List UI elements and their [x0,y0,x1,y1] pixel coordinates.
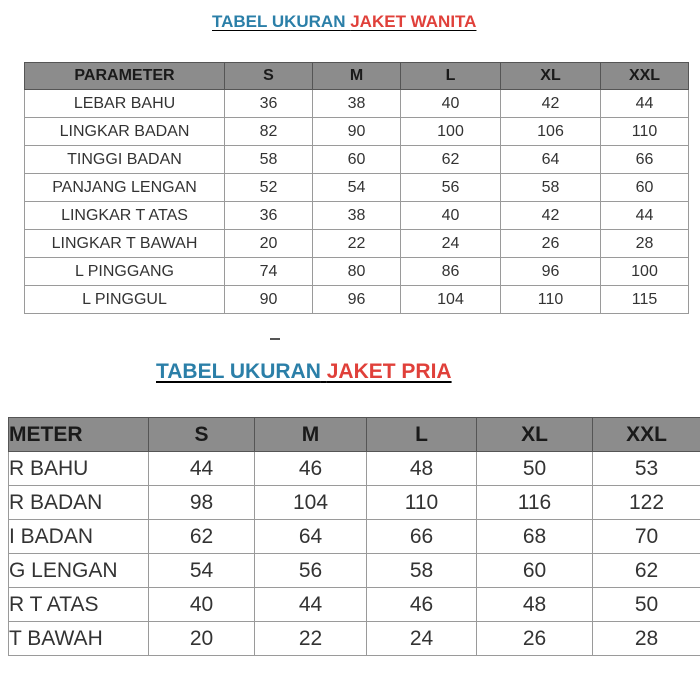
value-cell: 68 [477,520,593,554]
value-cell: 54 [313,174,401,202]
table-row [25,146,689,174]
table-row [9,588,700,622]
value-cell: 58 [367,554,477,588]
value-cell: 56 [401,174,501,202]
value-cell: 48 [477,588,593,622]
param-cell: G LENGAN [9,554,149,588]
param-cell: LEBAR BAHU [25,90,225,118]
param-cell: T BAWAH [9,622,149,656]
header-size-xxl: XXL [593,418,700,452]
value-cell: 22 [255,622,367,656]
header-size-xxl: XXL [601,63,689,90]
value-cell: 24 [367,622,477,656]
value-cell: 62 [593,554,700,588]
value-cell: 100 [401,118,501,146]
value-cell: 90 [225,286,313,314]
table-row [9,452,700,486]
value-cell: 66 [601,146,689,174]
value-cell: 115 [601,286,689,314]
value-cell: 46 [255,452,367,486]
header-size-m: M [313,63,401,90]
value-cell: 20 [149,622,255,656]
value-cell: 26 [477,622,593,656]
value-cell: 104 [255,486,367,520]
table-row [9,486,700,520]
value-cell: 36 [225,90,313,118]
table-row [25,118,689,146]
table-row [25,90,689,118]
param-cell: R T ATAS [9,588,149,622]
value-cell: 70 [593,520,700,554]
value-cell: 116 [477,486,593,520]
value-cell: 62 [401,146,501,174]
value-cell: 44 [149,452,255,486]
param-cell: LINGKAR T ATAS [25,202,225,230]
value-cell: 56 [255,554,367,588]
value-cell: 60 [477,554,593,588]
size-table-pria [8,417,700,656]
param-cell: R BAHU [9,452,149,486]
value-cell: 38 [313,202,401,230]
value-cell: 20 [225,230,313,258]
table-header-row [9,418,700,452]
value-cell: 38 [313,90,401,118]
value-cell: 50 [477,452,593,486]
table-row [25,286,689,314]
title-jaket-wanita [212,12,476,32]
header-size-l: L [401,63,501,90]
header-parameter: PARAMETER [25,63,225,90]
value-cell: 100 [601,258,689,286]
value-cell: 40 [149,588,255,622]
value-cell: 44 [601,202,689,230]
value-cell: 26 [501,230,601,258]
param-cell: LINGKAR BADAN [25,118,225,146]
value-cell: 106 [501,118,601,146]
header-size-xl: XL [477,418,593,452]
header-size-m: M [255,418,367,452]
table-row [9,622,700,656]
header-parameter: METER [9,418,149,452]
value-cell: 110 [367,486,477,520]
value-cell: 90 [313,118,401,146]
param-cell: LINGKAR T BAWAH [25,230,225,258]
value-cell: 24 [401,230,501,258]
value-cell: 104 [401,286,501,314]
value-cell: 82 [225,118,313,146]
table-row [9,520,700,554]
param-cell: TINGGI BADAN [25,146,225,174]
value-cell: 48 [367,452,477,486]
value-cell: 96 [313,286,401,314]
param-cell: PANJANG LENGAN [25,174,225,202]
table-row [25,202,689,230]
table-row [25,230,689,258]
value-cell: 40 [401,90,501,118]
value-cell: 53 [593,452,700,486]
value-cell: 40 [401,202,501,230]
header-size-s: S [149,418,255,452]
value-cell: 36 [225,202,313,230]
value-cell: 60 [313,146,401,174]
value-cell: 28 [593,622,700,656]
value-cell: 62 [149,520,255,554]
title-pria-part2: JAKET PRIA [326,360,452,383]
value-cell: 58 [501,174,601,202]
param-cell: L PINGGUL [25,286,225,314]
value-cell: 110 [601,118,689,146]
value-cell: 122 [593,486,700,520]
table-row [25,174,689,202]
value-cell: 98 [149,486,255,520]
title-wanita-part2: JAKET WANITA [350,12,477,31]
value-cell: 42 [501,202,601,230]
value-cell: 58 [225,146,313,174]
header-size-xl: XL [501,63,601,90]
value-cell: 44 [601,90,689,118]
value-cell: 96 [501,258,601,286]
value-cell: 46 [367,588,477,622]
value-cell: 42 [501,90,601,118]
table-row [9,554,700,588]
value-cell: 74 [225,258,313,286]
value-cell: 44 [255,588,367,622]
title-jaket-pria [156,360,452,384]
header-size-l: L [367,418,477,452]
size-table-wanita [24,62,689,314]
table-row [25,258,689,286]
value-cell: 110 [501,286,601,314]
title-pria-part1: TABEL UKURAN [156,360,321,383]
table-header-row [25,63,689,90]
value-cell: 64 [255,520,367,554]
value-cell: 64 [501,146,601,174]
param-cell: L PINGGANG [25,258,225,286]
header-size-s: S [225,63,313,90]
value-cell: 80 [313,258,401,286]
value-cell: 22 [313,230,401,258]
param-cell: I BADAN [9,520,149,554]
title-wanita-part1: TABEL UKURAN [212,12,346,31]
value-cell: 60 [601,174,689,202]
value-cell: 86 [401,258,501,286]
value-cell: 28 [601,230,689,258]
value-cell: 66 [367,520,477,554]
value-cell: 50 [593,588,700,622]
value-cell: 54 [149,554,255,588]
param-cell: R BADAN [9,486,149,520]
divider-mark [270,338,280,340]
value-cell: 52 [225,174,313,202]
